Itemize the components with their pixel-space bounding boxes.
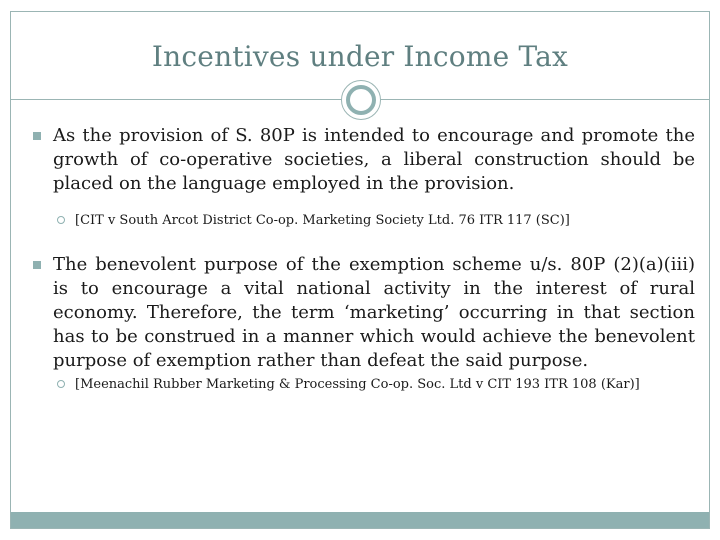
bullet-point-2: [31, 253, 695, 373]
ring-bullet-icon: [57, 216, 65, 224]
square-bullet-icon: [33, 132, 41, 140]
emblem-ring: [346, 85, 376, 115]
ring-bullet-icon: [57, 380, 65, 388]
slide: [10, 11, 710, 529]
citation-2: [57, 376, 687, 394]
circle-emblem-icon: [341, 80, 381, 120]
citation-1: [57, 212, 687, 230]
bullet-point-1: [31, 124, 695, 196]
citation-text: [Meenachil Rubber Marketing & Processing Co-op. Soc. Ltd v CIT 193 ITR 108 (Kar)]: [75, 377, 640, 392]
square-bullet-icon: [33, 261, 41, 269]
citation-text: [CIT v South Arcot District Co-op. Marketing Society Ltd. 76 ITR 117 (SC)]: [75, 213, 570, 228]
bullet-text: As the provision of S. 80P is intended to encourage and promote the growth of co-operative societies, a liberal construction should be placed on the language employed in the provision.: [53, 125, 695, 194]
footer-bar: [11, 512, 709, 528]
bullet-text: The benevolent purpose of the exemption scheme u/s. 80P (2)(a)(iii) is to encourage a vital national activity in the interest of rural economy. Therefore, the term ‘marketing’ occurring in that section has to be construed in a manner which would achieve the benevolent purpose of exemption rather than defeat the said purpose.: [53, 254, 695, 371]
slide-title: Incentives under Income Tax: [151, 40, 569, 73]
